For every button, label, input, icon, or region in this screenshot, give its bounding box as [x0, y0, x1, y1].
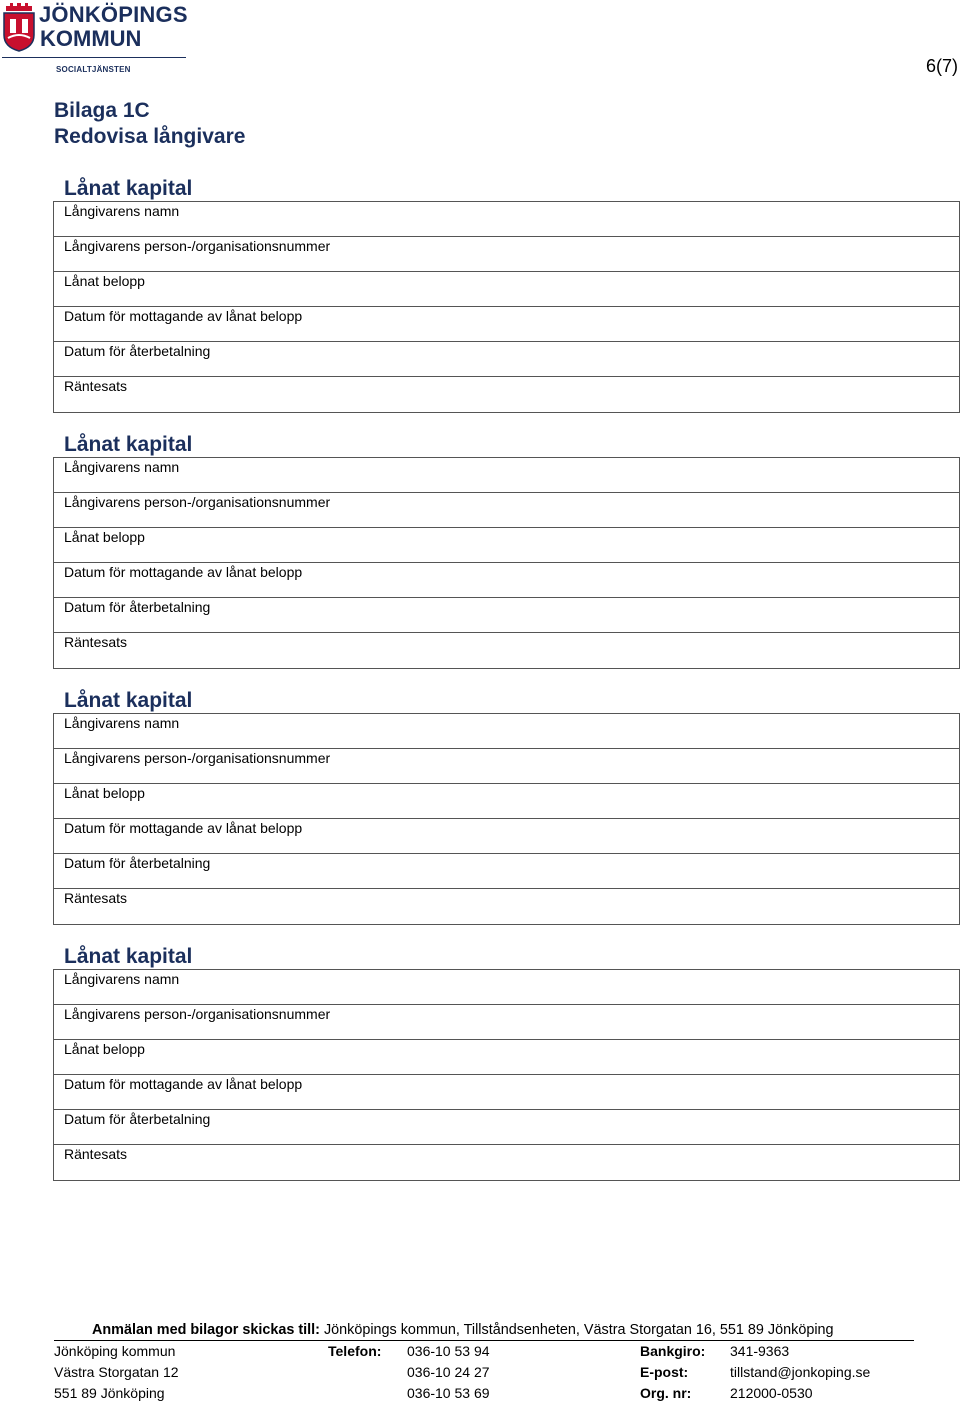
field-label: Datum för mottagande av lånat belopp — [64, 308, 303, 324]
field-label: Datum för mottagande av lånat belopp — [64, 820, 303, 836]
field-loan-amount[interactable] — [54, 784, 959, 819]
coat-of-arms-icon — [2, 2, 36, 52]
footer-bankgiro-label: Bankgiro: — [640, 1343, 706, 1359]
field-value[interactable] — [54, 1091, 959, 1109]
footer-email[interactable]: tillstand@jonkoping.se — [730, 1364, 871, 1380]
logo-department: SOCIALTJÄNSTEN — [56, 65, 131, 74]
logo-divider — [2, 57, 186, 58]
field-lender-name[interactable] — [54, 458, 959, 493]
field-label: Datum för mottagande av lånat belopp — [64, 1076, 303, 1092]
footer-phone-3: 036-10 53 69 — [407, 1385, 490, 1401]
field-interest-rate[interactable] — [54, 889, 959, 924]
send-to-label: Anmälan med bilagor skickas till: — [92, 1322, 320, 1338]
footer-street: Västra Storgatan 12 — [54, 1364, 179, 1380]
field-label: Långivarens namn — [64, 715, 180, 731]
field-repayment-date[interactable] — [54, 1110, 959, 1145]
title-line1: Bilaga 1C — [54, 99, 150, 122]
field-lender-id[interactable] — [54, 1005, 959, 1040]
field-label: Långivarens namn — [64, 459, 180, 475]
field-value[interactable] — [54, 393, 959, 412]
section-heading: Lånat kapital — [64, 433, 193, 456]
field-label: Långivarens person-/organisationsnummer — [64, 750, 331, 766]
loan-form-box — [53, 201, 960, 413]
logo-line2: KOMMUN — [40, 26, 142, 51]
field-interest-rate[interactable] — [54, 377, 959, 412]
field-received-date[interactable] — [54, 1075, 959, 1110]
section-heading: Lånat kapital — [64, 689, 193, 712]
field-value[interactable] — [54, 614, 959, 632]
field-value[interactable] — [54, 509, 959, 527]
field-value[interactable] — [54, 253, 959, 271]
field-received-date[interactable] — [54, 307, 959, 342]
footer-bankgiro: 341-9363 — [730, 1343, 790, 1359]
field-value[interactable] — [54, 1056, 959, 1074]
page-number: 6(7) — [925, 56, 958, 76]
field-value[interactable] — [54, 730, 959, 748]
document-title — [54, 98, 245, 150]
section-heading: Lånat kapital — [64, 177, 193, 200]
field-repayment-date[interactable] — [54, 342, 959, 377]
footer-phone-2: 036-10 24 27 — [407, 1364, 490, 1380]
field-lender-id[interactable] — [54, 237, 959, 272]
field-lender-id[interactable] — [54, 493, 959, 528]
field-value[interactable] — [54, 835, 959, 853]
kommun-logo — [2, 2, 192, 76]
field-value[interactable] — [54, 1126, 959, 1144]
field-label: Lånat belopp — [64, 273, 145, 289]
field-value[interactable] — [54, 870, 959, 888]
footer-postal: 551 89 Jönköping — [54, 1385, 165, 1401]
field-lender-name[interactable] — [54, 202, 959, 237]
field-value[interactable] — [54, 474, 959, 492]
field-label: Långivarens namn — [64, 971, 180, 987]
footer-orgnr-label: Org. nr: — [640, 1385, 692, 1401]
field-label: Räntesats — [64, 890, 128, 906]
field-value[interactable] — [54, 986, 959, 1004]
field-value[interactable] — [54, 1021, 959, 1039]
field-received-date[interactable] — [54, 819, 959, 854]
field-lender-name[interactable] — [54, 970, 959, 1005]
field-value[interactable] — [54, 218, 959, 236]
field-label: Lånat belopp — [64, 529, 145, 545]
field-interest-rate[interactable] — [54, 633, 959, 668]
field-loan-amount[interactable] — [54, 1040, 959, 1075]
title-line2: Redovisa långivare — [54, 125, 246, 148]
logo-line1: JÖNKÖPINGS — [39, 2, 188, 27]
field-lender-id[interactable] — [54, 749, 959, 784]
field-repayment-date[interactable] — [54, 598, 959, 633]
field-loan-amount[interactable] — [54, 528, 959, 563]
field-value[interactable] — [54, 358, 959, 376]
field-label: Datum för återbetalning — [64, 1111, 211, 1127]
field-repayment-date[interactable] — [54, 854, 959, 889]
field-value[interactable] — [54, 765, 959, 783]
send-to-line — [92, 1322, 834, 1338]
footer-org-name: Jönköping kommun — [54, 1343, 176, 1359]
loan-form-box — [53, 713, 960, 925]
field-lender-name[interactable] — [54, 714, 959, 749]
field-label: Lånat belopp — [64, 785, 145, 801]
field-label: Datum för återbetalning — [64, 855, 211, 871]
field-label: Räntesats — [64, 1146, 128, 1162]
loan-form-box — [53, 457, 960, 669]
footer-phone-1: 036-10 53 94 — [407, 1343, 490, 1359]
field-value[interactable] — [54, 544, 959, 562]
footer-phone-label: Telefon: — [328, 1343, 382, 1359]
send-to-address: Jönköpings kommun, Tillståndsenheten, Västra Storgatan 16, 551 89 Jönköping — [323, 1322, 834, 1338]
field-label: Räntesats — [64, 634, 128, 650]
footer-email-label: E-post: — [640, 1364, 689, 1380]
field-value[interactable] — [54, 288, 959, 306]
field-interest-rate[interactable] — [54, 1145, 959, 1180]
field-received-date[interactable] — [54, 563, 959, 598]
footer-orgnr: 212000-0530 — [730, 1385, 813, 1401]
footer-divider — [54, 1340, 914, 1341]
field-value[interactable] — [54, 579, 959, 597]
field-value[interactable] — [54, 323, 959, 341]
field-label: Datum för mottagande av lånat belopp — [64, 564, 303, 580]
field-label: Datum för återbetalning — [64, 343, 211, 359]
field-value[interactable] — [54, 905, 959, 924]
loan-form-box — [53, 969, 960, 1181]
field-value[interactable] — [54, 800, 959, 818]
field-label: Räntesats — [64, 378, 128, 394]
field-label: Långivarens person-/organisationsnummer — [64, 1006, 331, 1022]
field-label: Lånat belopp — [64, 1041, 145, 1057]
field-value[interactable] — [54, 649, 959, 668]
field-value[interactable] — [54, 1161, 959, 1180]
field-label: Datum för återbetalning — [64, 599, 211, 615]
field-label: Långivarens namn — [64, 203, 180, 219]
field-label: Långivarens person-/organisationsnummer — [64, 494, 331, 510]
field-loan-amount[interactable] — [54, 272, 959, 307]
section-heading: Lånat kapital — [64, 945, 193, 968]
field-label: Långivarens person-/organisationsnummer — [64, 238, 331, 254]
